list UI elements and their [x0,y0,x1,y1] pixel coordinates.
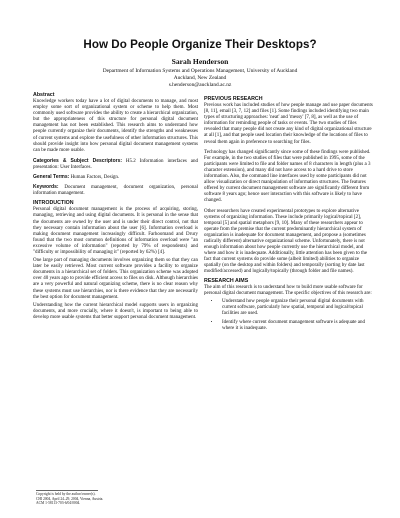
keywords-text: Document management, document organization, personal information management. [33,185,198,197]
acm-line: ACM 1-58113-703-6/04/0004. [36,501,81,506]
copyright-line: Copyright is held by the author/owner(s). [36,492,96,496]
objective-item: • Understand how people organize their personal digital documents with current software, particularly how spatial, temporal and logical/topical facilities are used. [220,299,374,317]
terms-paragraph [33,174,198,181]
categories-paragraph [33,158,198,171]
author-email: s.henderson@auckland.ac.nz [168,82,232,88]
abstract-text: Knowledge workers today have a lot of digital documents to manage, and most employ some sort of organizational system or scheme to help them. Most commonly used software provides the ability to create a hierarchical organization, but the appropriateness of this structure for personal digital document management has not been established. This research aims to understand how people currently organize their documents, identify the strengths and weaknesses of current systems and explore the usefulness of other information structures. This should provide insight into how personal digital document management systems can be made more usable. [33,99,198,153]
intro-paragraph-2: One large part of managing documents involves organizing them so that they can later be easily retrieved. Most current software provides a facility to organize documents in a hierarchical set of folders. This organization scheme was adopted over 40 years ago to provide efficient access to files on disk. Although hierarchies are a very powerful and natural organizing scheme, there is no clear reason why these systems must use hierarchies, nor is there evidence that they are necessarily the best option for document management. [33,258,198,300]
terms-text: Human Factors, Design. [69,175,120,181]
intro-paragraph-3: Understanding how the current hierarchical model supports users in organizing documents, and more crucially, where it doesn't, is important to being able to develop more usable systems that better support personal document management. [33,302,198,320]
author-location: Auckland, New Zealand [173,75,227,81]
previous-research-paragraph-3: Other researchers have created experimental prototypes to explore alternative systems of organizing information. These include primarily logical/topical [2], temporal [5] and spatial metaphors [9, 10]. Many of these researchers appear to operate from the premise that the current predominantly hierarchical system of organization is inadequate for document management, and propose a (sometimes radically different) alternative organizational scheme. Unfortunately, there is not enough information about how people currently use the hierarchical model, and where and how it is inadequate. Additionally, little attention has been given to the fact that current systems do provide some (albeit limited) abilities to organize spatially (on the desktop and within folders) and temporally (sorting by date last modified/accessed) and logically/topically (through folder and file names). [204,208,368,275]
previous-research-paragraph-1: Previous work has included studies of how people manage and use paper documents [8, 11], email [3, 7, 12] and files [1]. Some findings included identifying two main types of structuring approaches: 'neat' and 'messy' [7, 8], as well as the use of information for reminding people of tasks or events. The two studies of files revealed that many people did not create any kind of digital organizational structure at all [1], and that people used location their knowledge of the locations of files to reveal them again in preference to searching for files. [204,103,373,145]
intro-paragraph-1: Personal digital document management is the process of acquiring, storing, managing, retrieving and using digital documents. It is personal in the sense that the documents are owned by the user and is under their direct control, not that they necessary contain information about the user [6]. Information overload is making document management increasingly difficult. Farhoomand and Drury found that the two most common definitions of information overload were "an excessive volume of information" (reported by 79% of respondents) and "difficulty or impossibility of managing it" (reported by 62%) [4]. [33,207,198,255]
previous-research-heading: PREVIOUS RESEARCH [204,96,263,102]
terms-label: General Terms: [33,174,70,181]
author-name: Sarah Henderson [171,57,229,66]
right-column [204,96,374,335]
paper-title: How Do People Organize Their Desktops? [83,38,317,51]
left-column [33,92,198,323]
research-aims-paragraph: The aim of this research is to understand how to build more usable software for personal digital document management. The specific objectives of this research are: [204,284,372,296]
categories-text: H5.2 Information interfaces and presentation: User Interfaces. [33,158,198,170]
previous-research-paragraph-2: Technology has changed significantly since some of these findings were published. For example, in the two studies of files that were published in 1995, some of the participants were limited to file and folder names of 8 characters in length (plus a 3 character extension), and many did not have access to a hard drive to store information. Also, the command line interfaces used by some participants did not allow visualization or direct manipulation of information structures. The features offered by current document management software are significantly different from software 8 years ago; hence user interaction with this software is likely to have changed. [204,149,371,204]
categories-label: Categories & Subject Descriptors: [33,157,123,164]
introduction-heading: INTRODUCTION [33,200,74,207]
conference-line: CHI 2004, April 24–29, 2004, Vienna, Austria. [36,496,104,501]
objective-item: • Identify where current document management software is adequate and where it is inadequate. [220,320,374,332]
copyright-divider [36,490,98,491]
keywords-label: Keywords: [33,184,59,191]
objectives-list [204,299,374,332]
abstract-heading: Abstract [33,92,55,98]
author-affiliation: Department of Information Systems and Operations Management, University of Auckland [102,68,298,74]
research-aims-heading: RESEARCH AIMS [204,277,249,284]
copyright-block [36,492,196,506]
keywords-paragraph [33,184,198,197]
